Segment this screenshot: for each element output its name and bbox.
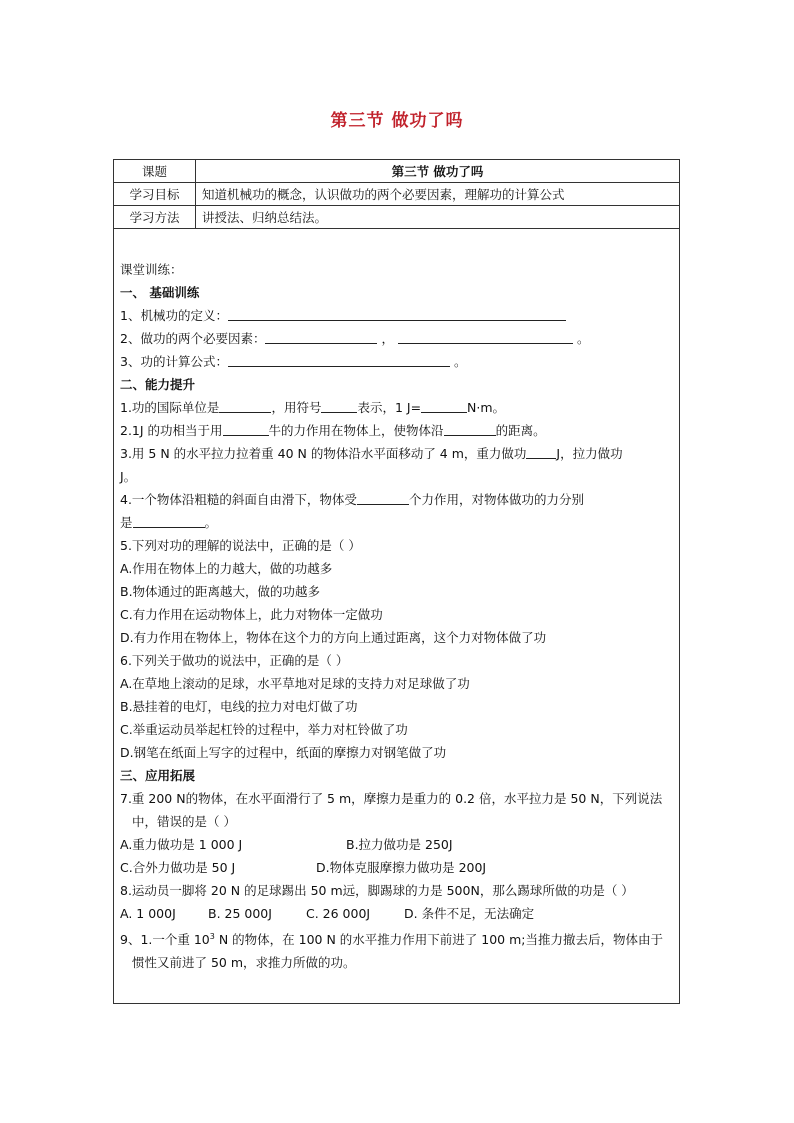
question-continued <box>120 465 673 488</box>
answer-blank <box>228 354 450 367</box>
section-heading-application: 三、应用拓展 <box>120 767 196 783</box>
choice-option: C.举重运动员举起杠铃的过程中，举力对杠铃做了功 <box>120 721 408 737</box>
answer-blank <box>219 400 271 413</box>
question-text: N 的物体，在 100 N 的水平推力作用下前进了 100 m;当推力撤去后，物体由于惯性又前进了 50 m，求推力所做的功。 <box>132 932 663 971</box>
question <box>120 396 673 419</box>
choice-option: B.拉力做功是 250J <box>346 836 453 852</box>
question-text: 3、功的计算公式： <box>120 353 228 369</box>
choice-option: A.重力做功是 1 000 J <box>120 836 243 852</box>
exercise-intro: 课堂训练： <box>120 261 183 277</box>
question-text: 的距离。 <box>495 422 546 438</box>
choice-option: B. 25 000J <box>208 905 272 921</box>
question-text: ，用符号 <box>271 399 322 415</box>
question: 5.下列对功的理解的说法中，正确的是（ ） <box>120 537 361 553</box>
question-text: 1、机械功的定义： <box>120 307 228 323</box>
choice-option: D.物体克服摩擦力做功是 200J <box>316 859 487 875</box>
row-value-topic: 第三节 做功了吗 <box>196 160 680 183</box>
table-row <box>114 206 680 229</box>
superscript-exponent: 3 <box>209 931 215 941</box>
question-text: 是 <box>120 514 133 530</box>
question-continued <box>120 511 673 534</box>
choice-option: C. 26 000J <box>306 905 371 921</box>
question-text: 。 <box>204 514 218 530</box>
choice-row <box>120 902 673 925</box>
choice-option: B.悬挂着的电灯，电线的拉力对电灯做了功 <box>120 698 358 714</box>
question-text: 。 <box>576 330 590 346</box>
question <box>120 488 673 511</box>
section-heading-basic: 一、 基础训练 <box>120 284 200 300</box>
question-text: 2.1J 的功相当于用 <box>120 422 223 438</box>
question: 7.重 200 N的物体，在水平面滑行了 5 m，摩擦力是重力的 0.2 倍，水平拉力是 50 N，下列说法中，错误的是（ ） <box>120 790 663 829</box>
question <box>120 350 673 373</box>
row-value-method: 讲授法、归纳总结法。 <box>196 206 680 229</box>
answer-blank <box>223 423 269 436</box>
question-text: 。 <box>453 353 467 369</box>
choice-option: D.有力作用在物体上，物体在这个力的方向上通过距离，这个力对物体做了功 <box>120 629 547 645</box>
exercise-area <box>114 229 680 1004</box>
question-text: 牛的力作用在物体上，使物体沿 <box>268 422 444 438</box>
answer-blank <box>444 423 496 436</box>
row-key-topic: 课题 <box>114 160 196 183</box>
document-title: 第三节 做功了吗 <box>330 111 464 131</box>
question-text: 个力作用，对物体做功的力分别 <box>408 491 584 507</box>
question-text: 9、1.一个重 10 <box>120 932 210 948</box>
row-key-goal: 学习目标 <box>114 183 196 206</box>
lesson-plan-table <box>113 159 680 1004</box>
choice-option: A.作用在物体上的力越大，做的功越多 <box>120 560 333 576</box>
question-text: 2、做功的两个必要因素： <box>120 330 266 346</box>
question <box>120 304 673 327</box>
question <box>120 419 673 442</box>
question <box>120 925 673 974</box>
row-key-method: 学习方法 <box>114 206 196 229</box>
answer-blank <box>321 400 357 413</box>
question-text: 1.功的国际单位是 <box>120 399 220 415</box>
row-value-goal: 知道机械功的概念，认识做功的两个必要因素，理解功的计算公式 <box>196 183 680 206</box>
question-text: 表示，1 J= <box>357 399 422 415</box>
question <box>120 442 673 465</box>
answer-blank <box>228 308 566 321</box>
answer-blank <box>265 331 377 344</box>
table-row <box>114 160 680 183</box>
choice-option: A. 1 000J <box>120 905 176 921</box>
choice-row <box>120 833 673 856</box>
answer-blank <box>133 515 205 528</box>
question: 6.下列关于做功的说法中，正确的是（ ） <box>120 652 349 668</box>
question-text: N·m。 <box>467 399 506 415</box>
answer-blank <box>421 400 467 413</box>
answer-blank <box>357 492 409 505</box>
answer-blank <box>398 331 573 344</box>
question-text: 4.一个物体沿粗糙的斜面自由滑下，物体受 <box>120 491 357 507</box>
choice-row <box>120 856 673 879</box>
choice-option: C.合外力做功是 50 J <box>120 859 236 875</box>
question <box>120 327 673 350</box>
choice-option: A.在草地上滚动的足球，水平草地对足球的支持力对足球做了功 <box>120 675 470 691</box>
choice-option: C.有力作用在运动物体上，此力对物体一定做功 <box>120 606 383 622</box>
section-heading-ability: 二、能力提升 <box>120 376 196 392</box>
answer-blank <box>526 446 556 459</box>
choice-option: D. 条件不足，无法确定 <box>404 905 535 921</box>
choice-option: B.物体通过的距离越大，做的功越多 <box>120 583 321 599</box>
question-text: J。 <box>120 468 137 484</box>
question-text: J，拉力做功 <box>556 445 623 461</box>
table-row <box>114 229 680 1004</box>
question-text: 3.用 5 N 的水平拉力拉着重 40 N 的物体沿水平面移动了 4 m，重力做功 <box>120 445 527 461</box>
question: 8.运动员一脚将 20 N 的足球踢出 50 m远，脚踢球的力是 500N，那么踢球所做的功是（ ） <box>120 882 634 898</box>
choice-option: D.钢笔在纸面上写字的过程中，纸面的摩擦力对钢笔做了功 <box>120 744 447 760</box>
question-text: ， <box>381 330 394 346</box>
table-row <box>114 183 680 206</box>
